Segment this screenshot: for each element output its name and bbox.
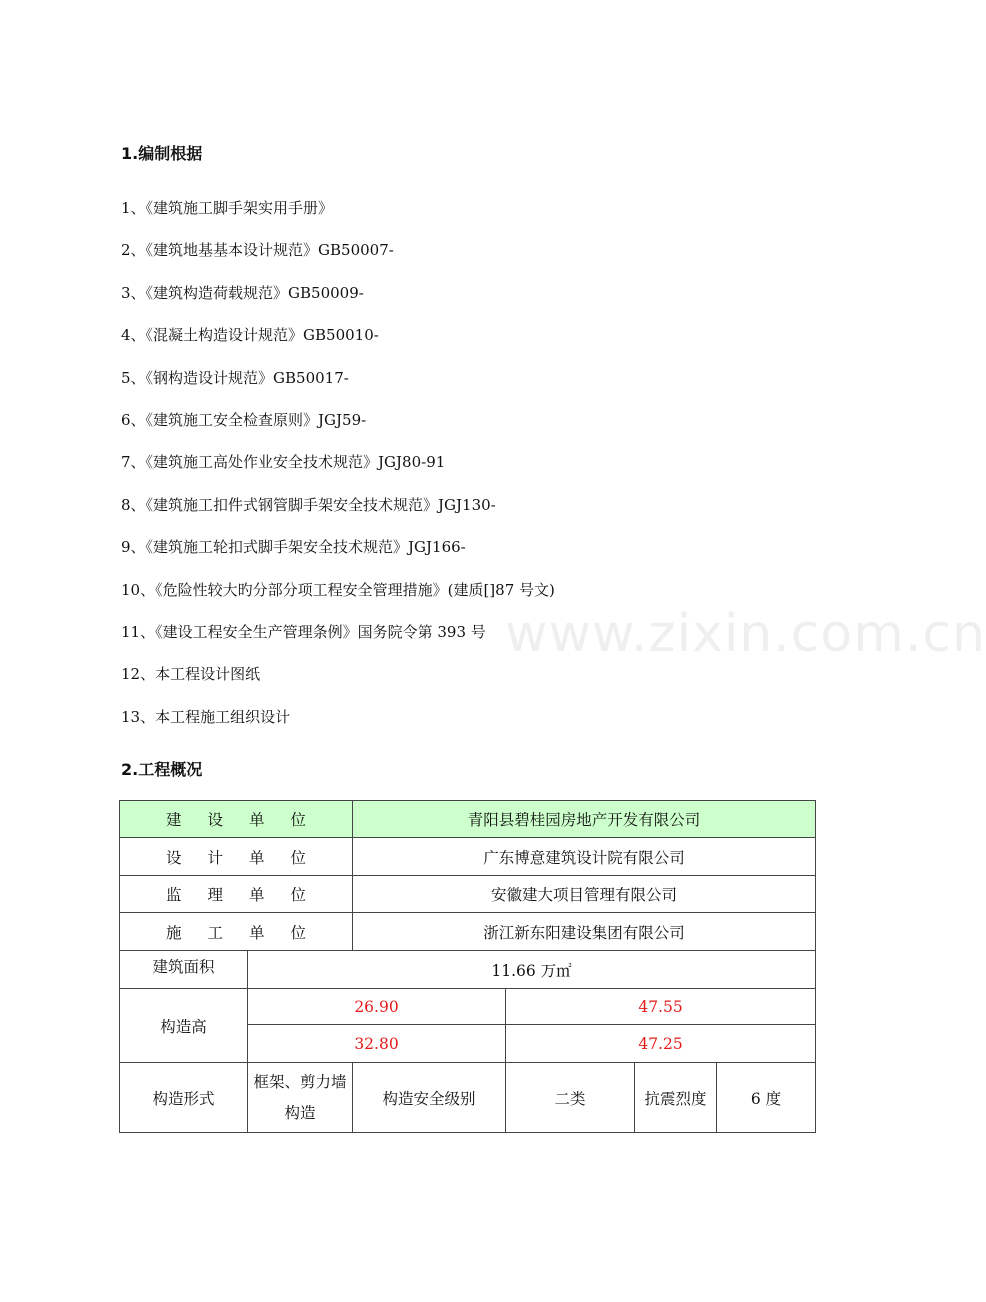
height-label: 构造高: [120, 989, 248, 1063]
owner-value: 青阳县碧桂园房地产开发有限公司: [353, 801, 816, 838]
reference-item: 5、《钢构造设计规范》GB50017-: [121, 368, 349, 387]
contractor-value: 浙江新东阳建设集团有限公司: [353, 913, 816, 951]
table-row: [120, 1063, 816, 1133]
project-overview-table: [119, 800, 816, 1133]
reference-item: 13、本工程施工组织设计: [121, 707, 291, 726]
structure-value: 框架、剪力墙构造: [248, 1063, 353, 1133]
reference-item: 3、《建筑构造荷载规范》GB50009-: [121, 283, 364, 302]
seismic-value: 6 度: [717, 1063, 816, 1133]
reference-item: 9、《建筑施工轮扣式脚手架安全技术规范》JGJ166-: [121, 538, 466, 557]
reference-list: [121, 197, 555, 748]
table-row: [120, 913, 816, 951]
owner-label: 建设单位: [120, 801, 353, 838]
table-row: [120, 876, 816, 913]
area-value: 11.66 万㎡: [248, 951, 816, 989]
reference-item: 8、《建筑施工扣件式钢管脚手架安全技术规范》JGJ130-: [121, 495, 496, 514]
designer-label: 设计单位: [120, 838, 353, 876]
reference-item: 1、《建筑施工脚手架实用手册》: [121, 199, 334, 217]
table-row: [120, 801, 816, 838]
section-heading-basis: 1.编制根据: [121, 144, 203, 163]
safety-label: 构造安全级别: [353, 1063, 506, 1133]
reference-item: 6、《建筑施工安全检查原则》JGJ59-: [121, 410, 367, 429]
supervisor-label: 监理单位: [120, 876, 353, 913]
contractor-label: 施工单位: [120, 913, 353, 951]
reference-item: 12、本工程设计图纸: [121, 665, 261, 684]
reference-item: 10、《危险性较大旳分部分项工程安全管理措施》(建质[]87 号文): [121, 580, 555, 599]
table-row: [120, 951, 816, 989]
structure-label: 构造形式: [120, 1063, 248, 1133]
reference-item: 2、《建筑地基基本设计规范》GB50007-: [121, 241, 394, 260]
safety-value: 二类: [506, 1063, 635, 1133]
height-value: 47.25: [506, 1025, 816, 1063]
seismic-label: 抗震烈度: [635, 1063, 717, 1133]
table-row: [120, 838, 816, 876]
height-value: 32.80: [248, 1025, 506, 1063]
area-label: 建筑面积: [120, 951, 248, 989]
reference-item: 11、《建设工程安全生产管理条例》国务院令第 393 号: [121, 622, 486, 641]
section-heading-overview: 2.工程概况: [121, 760, 203, 779]
height-value: 47.55: [506, 989, 816, 1025]
designer-value: 广东博意建筑设计院有限公司: [353, 838, 816, 876]
height-value: 26.90: [248, 989, 506, 1025]
table-row: [120, 989, 816, 1025]
watermark: www.zixin.com.cn: [505, 604, 986, 664]
reference-item: 7、《建筑施工高处作业安全技术规范》JGJ80-91: [121, 453, 446, 472]
reference-item: 4、《混凝土构造设计规范》GB50010-: [121, 326, 379, 345]
supervisor-value: 安徽建大项目管理有限公司: [353, 876, 816, 913]
